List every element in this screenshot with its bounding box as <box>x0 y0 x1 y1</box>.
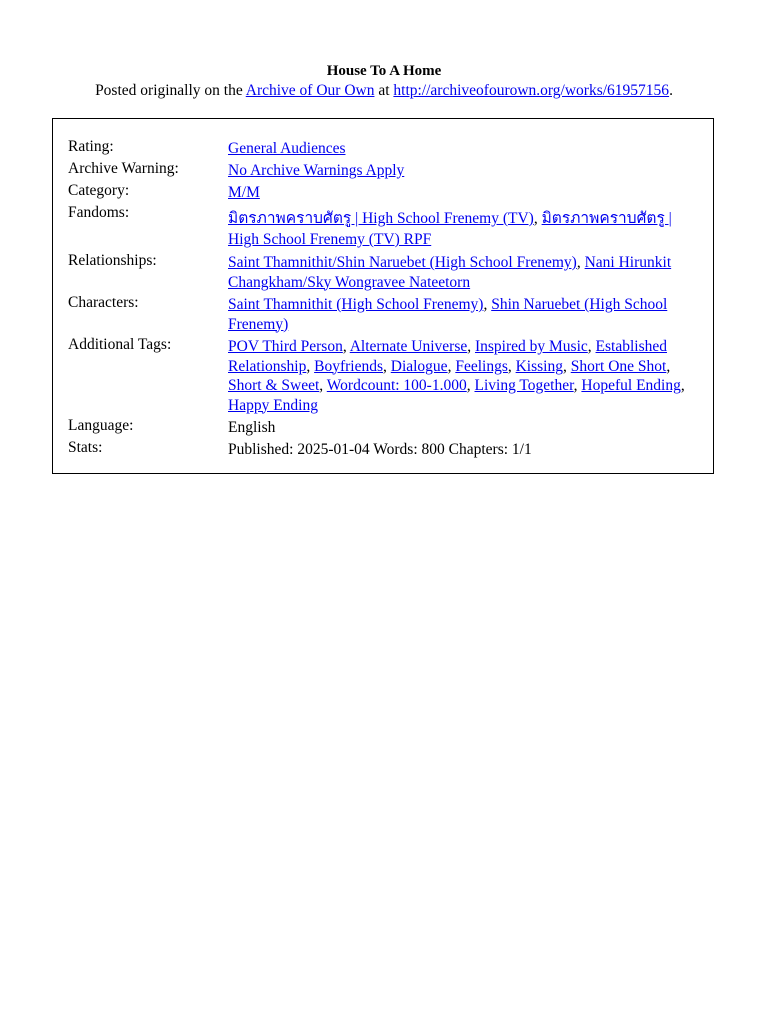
warning-label: Archive Warning: <box>68 160 179 177</box>
tag-link[interactable]: Living Together <box>474 377 574 394</box>
relationship-link[interactable]: Saint Thamnithit/Shin Naruebet (High School Frenemy) <box>228 254 577 271</box>
tag-link[interactable]: Alternate Universe <box>349 338 468 355</box>
category-link[interactable]: M/M <box>228 184 260 201</box>
characters-value: Saint Thamnithit (High School Frenemy), Shin Naruebet (High School Frenemy) <box>228 296 668 333</box>
warning-value <box>228 161 698 181</box>
rating-value <box>228 139 698 159</box>
fandoms-value: มิตรภาพคราบศัตรู | High School Frenemy (TV), มิตรภาพคราบศัตรู | High School Frenemy (TV) RPF <box>228 210 672 248</box>
language-label: Language: <box>68 417 134 434</box>
tag-link[interactable]: Established Relationship <box>228 338 667 375</box>
category-value <box>228 183 698 203</box>
posted-prefix: Posted originally on the <box>95 82 246 99</box>
stats-value: Published: 2025-01-04 Words: 800 Chapters: 1/1 <box>228 441 532 458</box>
fandom-link[interactable]: มิตรภาพคราบศัตรู | High School Frenemy (TV) <box>228 210 534 227</box>
tag-link[interactable]: Boyfriends <box>314 357 383 375</box>
tag-link[interactable]: Happy Ending <box>228 396 318 414</box>
characters-label: Characters: <box>68 294 139 311</box>
tag-link[interactable]: POV Third Person <box>228 338 343 355</box>
work-header <box>0 62 768 100</box>
character-link[interactable]: Saint Thamnithit (High School Frenemy) <box>228 296 484 313</box>
rating-label: Rating: <box>68 138 114 155</box>
rating-link[interactable]: General Audiences <box>228 140 346 157</box>
tag-link[interactable]: Dialogue <box>390 357 448 375</box>
tags-label: Additional Tags: <box>68 336 172 353</box>
relationships-value: Saint Thamnithit/Shin Naruebet (High School Frenemy), Nani Hirunkit Changkham/Sky Wongravee Nateetorn <box>228 254 672 291</box>
character-link[interactable]: Shin Naruebet (High School Frenemy) <box>228 296 668 333</box>
at-text: at <box>374 82 394 99</box>
category-label: Category: <box>68 182 130 199</box>
work-title: House To A Home <box>326 63 442 79</box>
metadata-box <box>52 118 714 474</box>
fandoms-label: Fandoms: <box>68 204 130 221</box>
relationship-link[interactable]: Nani Hirunkit Changkham/Sky Wongravee Nateetorn <box>228 254 672 291</box>
tag-link[interactable]: Wordcount: 100-1.000 <box>326 377 467 394</box>
language-value: English <box>228 419 276 436</box>
posted-line <box>0 81 768 100</box>
stats-label: Stats: <box>68 439 103 456</box>
tag-link[interactable]: Hopeful Ending <box>581 377 681 394</box>
tag-link[interactable]: Kissing <box>515 357 563 375</box>
relationships-label: Relationships: <box>68 252 157 269</box>
tag-link[interactable]: Short One Shot <box>570 357 667 375</box>
fandom-link[interactable]: มิตรภาพคราบศัตรู | High School Frenemy (TV) RPF <box>228 210 672 248</box>
archive-link[interactable]: Archive of Our Own <box>245 82 375 99</box>
tag-link[interactable]: Feelings <box>455 357 508 375</box>
tags-value: POV Third Person, Alternate Universe, Inspired by Music, Established Relationship, Boyfriends, Dialogue, Feelings, Kissing, Short One Shot, Short & Sweet, Wordcount: 100-1.000, Living Together, Hopeful Ending, Happy Ending <box>228 338 685 414</box>
warning-link[interactable]: No Archive Warnings Apply <box>228 162 405 179</box>
work-url-link[interactable]: http://archiveofourown.org/works/61957156 <box>393 82 670 99</box>
tag-link[interactable]: Short & Sweet <box>228 377 320 394</box>
end-period: . <box>669 82 673 99</box>
tag-link[interactable]: Inspired by Music <box>474 338 588 355</box>
